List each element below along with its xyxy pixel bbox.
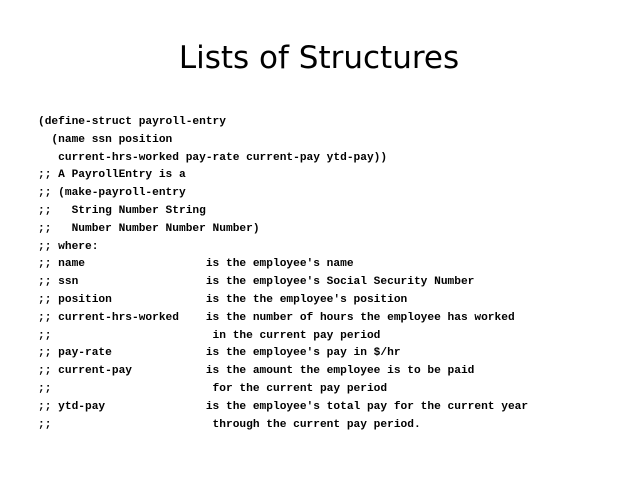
code-line: ;; A PayrollEntry is a — [38, 169, 186, 182]
code-block — [38, 114, 528, 434]
code-line: ;; in the current pay period — [38, 329, 381, 342]
code-line: ;; String Number String — [38, 204, 206, 217]
code-line: ;; Number Number Number Number) — [38, 222, 260, 235]
code-line: ;; pay-rate is the employee's pay in $/hr — [38, 347, 401, 360]
code-line: (name ssn position — [38, 133, 173, 146]
code-line: ;; current-pay is the amount the employee is to be paid — [38, 365, 475, 378]
code-line: ;; position is the the employee's position — [38, 293, 408, 306]
code-line: ;; ssn is the employee's Social Security Number — [38, 276, 475, 289]
slide-title: Lists of Structures — [178, 40, 460, 76]
code-line: ;; for the current pay period — [38, 382, 388, 395]
code-line: (define-struct payroll-entry — [38, 116, 226, 128]
code-line: ;; ytd-pay is the employee's total pay for the current year — [38, 400, 529, 413]
code-line: ;; (make-payroll-entry — [38, 187, 186, 200]
code-line: ;; current-hrs-worked is the number of hours the employee has worked — [38, 311, 515, 324]
code-line: ;; where: — [38, 240, 99, 253]
code-line: ;; through the current pay period. — [38, 418, 421, 431]
code-line: current-hrs-worked pay-rate current-pay ytd-pay)) — [38, 151, 388, 164]
code-line: ;; name is the employee's name — [38, 258, 354, 271]
